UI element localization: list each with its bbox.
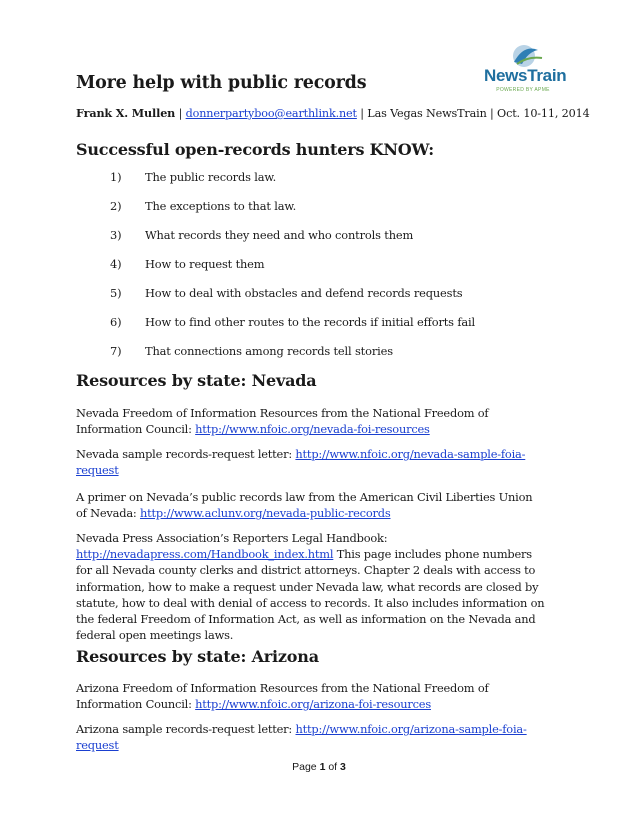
nevada-sample-letter-link[interactable]: http://www.nfoic.org/nevada-sample-foia-request [76,447,526,478]
section-heading-arizona: Resources by state: Arizona [76,647,319,666]
list-text: How to find other routes to the records if initial efforts fail [145,315,476,329]
list-text: How to request them [145,257,265,271]
handbook-link[interactable]: http://nevadapress.com/Handbook_index.html [76,547,334,562]
nevada-foi-resources-link[interactable]: http://www.nfoic.org/nevada-foi-resources [195,422,430,437]
page-label: Page [292,761,320,773]
list-number: 6) [110,315,122,329]
event-info: | Las Vegas NewsTrain | Oct. 10-11, 2014 [356,107,590,120]
arizona-foi-resources-link[interactable]: http://www.nfoic.org/arizona-foi-resources [195,697,431,712]
author-email-link[interactable]: donnerpartyboo@earthlink.net [185,107,357,120]
list-number: 4) [110,257,122,271]
paragraph-text: Arizona Freedom of Information Resources from the National Freedom of Information Council: [76,681,489,712]
aclu-primer-paragraph [76,489,546,521]
page-footer [0,761,638,773]
list-text: That connections among records tell stories [145,344,393,358]
list-text: The exceptions to that law. [145,199,297,213]
paragraph-text: A primer on Nevada’s public records law from the American Civil Liberties Union of Nevada: [76,490,533,521]
nevada-foi-resources-paragraph [76,405,546,437]
newstrain-logo [484,42,567,98]
aclu-primer-link[interactable]: http://www.aclunv.org/nevada-public-records [139,506,391,521]
list-number: 7) [110,344,122,358]
paragraph-text: Arizona sample records-request letter: [76,722,296,736]
nevada-sample-letter-paragraph [76,446,546,478]
byline-separator: | [175,107,186,120]
list-text: The public records law. [145,170,277,184]
list-number: 1) [110,170,122,184]
list-number: 3) [110,228,122,242]
list-text: What records they need and who controls them [145,228,414,242]
paragraph-text: This page includes phone numbers for all Nevada county clerks and district attorneys. Chapter 2 deals with access to information, how to make a request under Nevada law, what records are closed by statute, how to deal with denial of access to records. It also includes information on the federal Freedom of Information Act, as well as information on the Nevada and federal open meetings laws. [76,547,545,643]
list-text: How to deal with obstacles and defend records requests [145,286,463,300]
total-pages-number: 3 [340,761,346,773]
press-association-handbook-paragraph [76,530,546,643]
byline [76,106,590,120]
list-number: 5) [110,286,122,300]
section-heading-know: Successful open-records hunters KNOW: [76,140,434,159]
section-heading-nevada: Resources by state: Nevada [76,371,317,390]
author-name: Frank X. Mullen [76,106,176,120]
arizona-sample-letter-paragraph [76,721,546,753]
document-title: More help with public records [76,73,367,93]
paragraph-text: Nevada Freedom of Information Resources from the National Freedom of Information Council: [76,406,489,437]
list-number: 2) [110,199,122,213]
current-page-number: 1 [319,761,326,773]
paragraph-text: Nevada sample records-request letter: [76,447,296,461]
logo-wordmark: NewsTrain [484,66,567,85]
page-of-label: of [325,761,341,773]
arizona-sample-letter-link[interactable]: http://www.nfoic.org/arizona-sample-foia-request [76,722,527,753]
paragraph-text: Nevada Press Association’s Reporters Legal Handbook: [76,531,388,545]
arizona-foi-resources-paragraph [76,680,546,712]
logo-tagline: POWERED BY APME [496,87,550,93]
